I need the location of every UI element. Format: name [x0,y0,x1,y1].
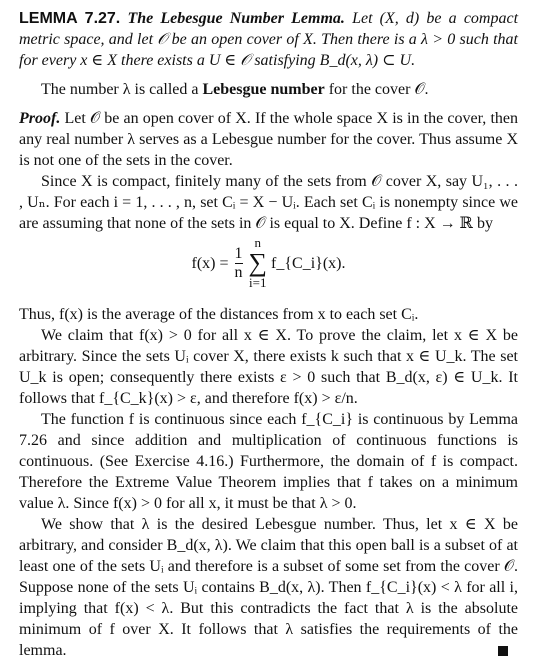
qed-square [498,646,508,656]
proof-paragraph-1: Proof. Let 𝒪 be an open cover of X. If the whole space X is in the cover, then any real number λ serves as a Lebesgue number for the cover. Thus assume X is not one of the sets in the cover. [19,110,518,169]
sum-symbol: ∑ [248,248,268,277]
equation-lhs: f(x) = [191,254,229,272]
defined-term: Lebesgue number [202,81,325,98]
proof-label: Proof. [19,110,61,127]
lemma-statement [19,8,518,71]
equation-sum: n ∑ i=1 [248,235,268,290]
definition-line: The number λ is called a Lebesgue number for the cover 𝒪. [41,81,429,98]
lemma-body: Let (X, d) be a compact metric space, and let 𝒪 be an open cover of X. Then there is a λ > 0 such that for every x ∈ X there exists a U ∈ 𝒪 satisfying B_d(x, λ) ⊂ U. [19,10,519,69]
proof-paragraph-5: The function f is continuous since each f_{C_i} is continuous by Lemma 7.26 and since addition and multiplication of continuous functions is continuous. (See Exercise 4.16.) Furthermore, the domain of f is compact. Therefore the Extreme Value Theorem implies that f takes on a minimum value λ. Since f(x) > 0 for all x, it must be that λ > 0. [19,411,518,512]
proof-paragraph-6: We show that λ is the desired Lebesgue number. Thus, let x ∈ X be arbitrary, and consider B_d(x, λ). We claim that this open ball is a subset of at least one of the sets Uᵢ and therefore is a subset of some set from the cover 𝒪. Suppose none of the sets Uᵢ contains B_d(x, λ). Then f_{C_i}(x) < λ for all i, implying that f(x) < λ. But this contradicts the fact that λ is the absolute minimum of f over X. It follows that λ satisfies the requirements of the lemma. [19,516,518,659]
equation-term: f_{C_i}(x). [271,254,346,272]
proof-paragraph-4: We claim that f(x) > 0 for all x ∈ X. To prove the claim, let x ∈ X be arbitrary. Since the sets Uᵢ cover X, there exists k such that x ∈ U_k. The set U_k is open; consequently there exists ε > 0 such that B_d(x, ε) ∈ U_k. It follows that f_{C_k}(x) > ε, and therefore f(x) > ε/n. [19,327,518,407]
lemma-heading: LEMMA 7.27. [19,10,121,27]
display-equation [19,236,518,300]
equation-fraction: $\frac{1}{n}$ [234,244,243,281]
lemma-name: The Lebesgue Number Lemma. [127,10,345,27]
proof-paragraph-3: Thus, f(x) is the average of the distances from x to each set Cᵢ. [19,306,419,323]
proof-paragraph-2: Since X is compact, finitely many of the sets from 𝒪 cover X, say U₁, . . . , Uₙ. For each i = 1, . . . , n, set Cᵢ = X − Uᵢ. Each set Cᵢ is nonempty since we are assuming that none of the sets in 𝒪 is equal to X. Define f : X → ℝ by [19,173,518,232]
